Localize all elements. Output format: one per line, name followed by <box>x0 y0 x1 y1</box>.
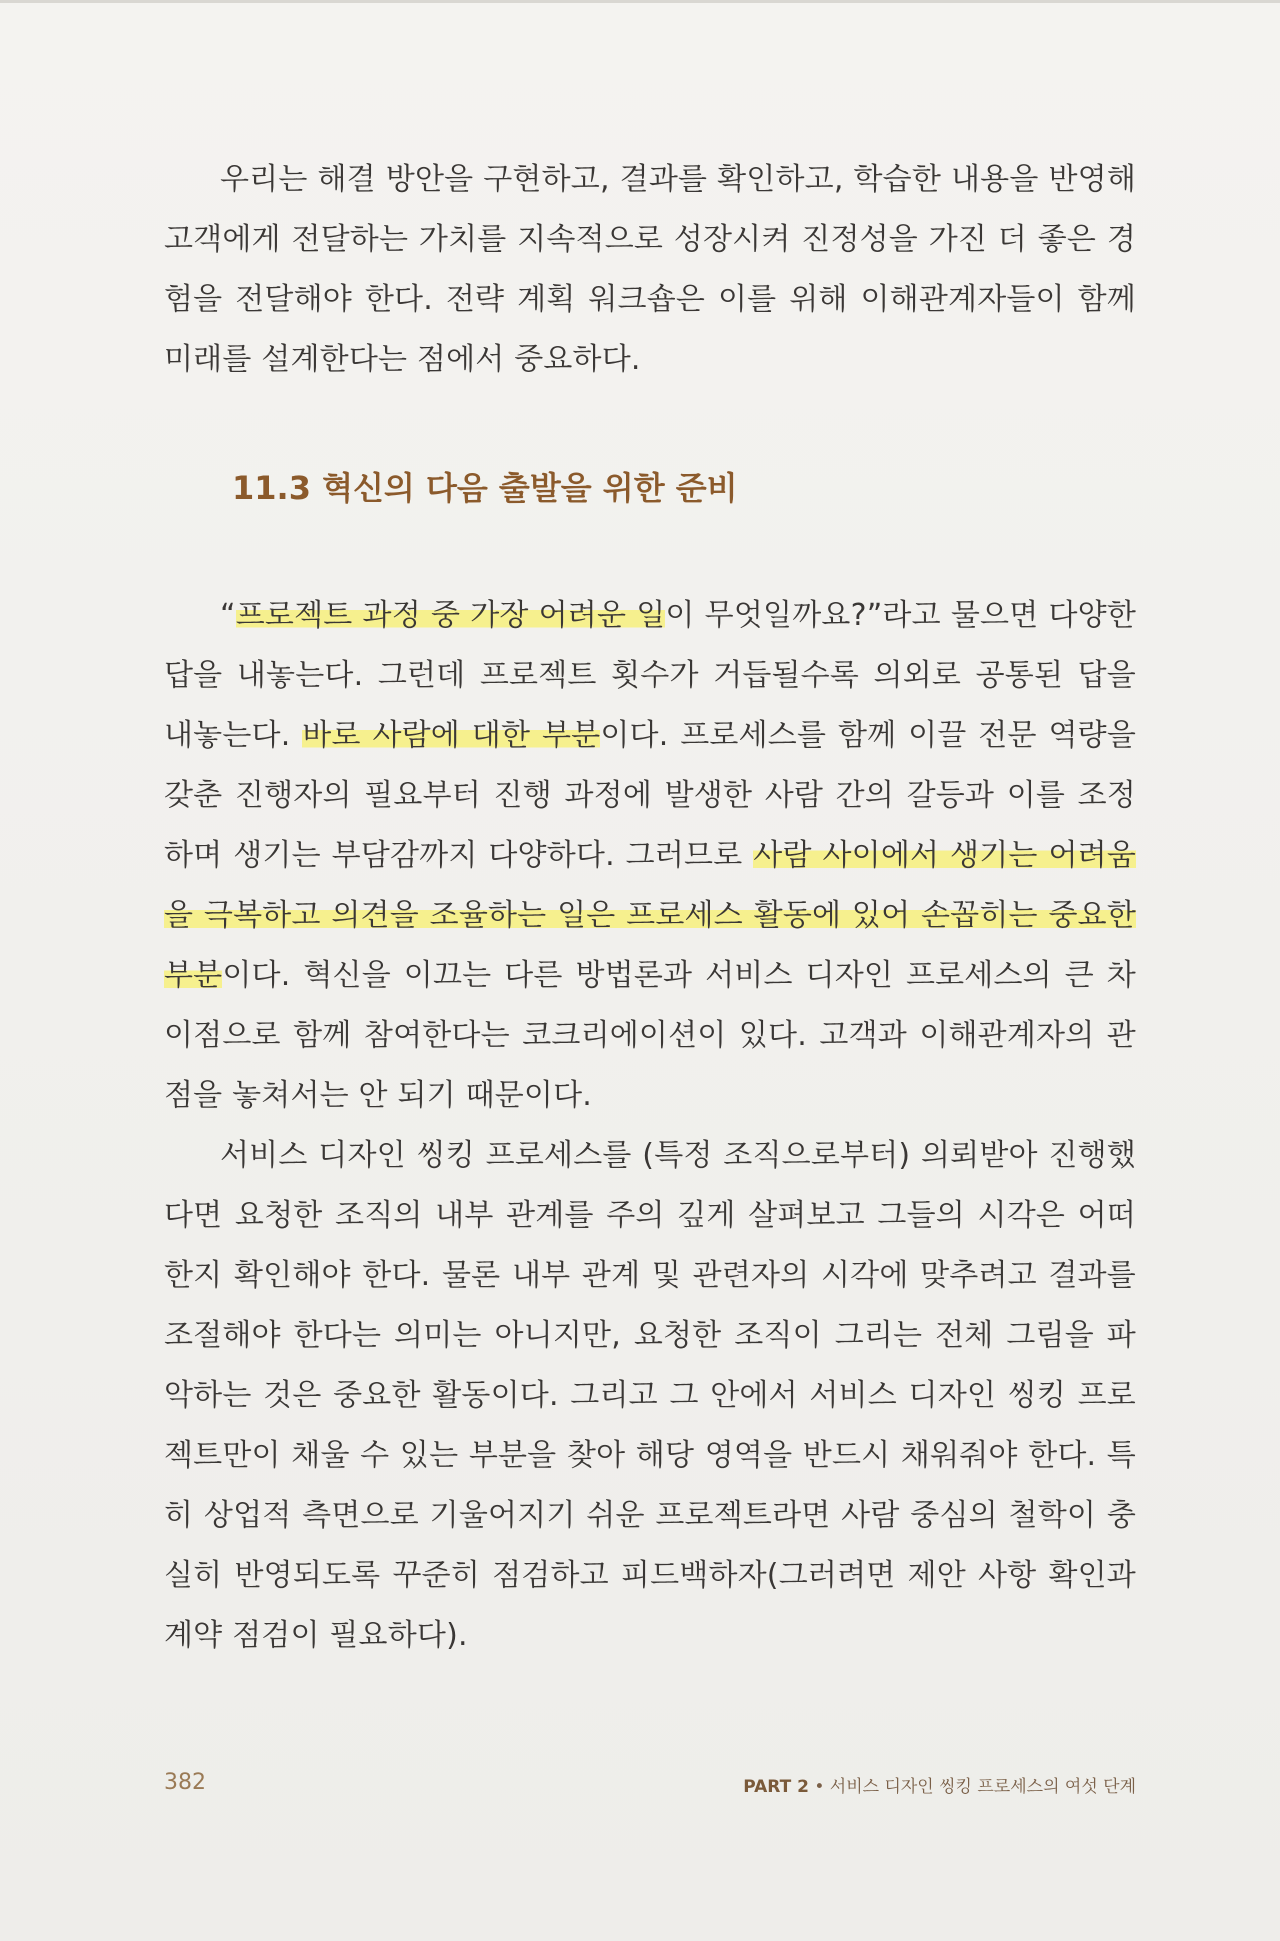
highlight-1: 프로젝트 과정 중 가장 어려운 일 <box>235 598 666 633</box>
paragraph-2-text-1: “ <box>220 598 236 633</box>
page-footer <box>164 1770 1136 1810</box>
paragraph-1: 우리는 해결 방안을 구현하고, 결과를 확인하고, 학습한 내용을 반영해 고객에게 전달하는 가치를 지속적으로 성장시켜 진정성을 가진 더 좋은 경험을 전달해야 한다. 전략 계획 워크숍은 이를 위해 이해관계자들이 함께 미래를 설계한다는 점에서 중요하다. <box>164 162 1136 377</box>
section-heading: 11.3 혁신의 다음 출발을 위한 준비 <box>232 469 738 507</box>
highlight-2: 바로 사람에 대한 부분 <box>302 718 601 753</box>
running-footer <box>743 1772 1136 1797</box>
page-number: 382 <box>164 1770 206 1795</box>
page-body <box>164 150 1136 1666</box>
paragraph-2-text-4: 이다. 혁신을 이끄는 다른 방법론과 서비스 디자인 프로세스의 큰 차이점으로 함께 참여한다는 코크리에이션이 있다. 고객과 이해관계자의 관점을 놓쳐서는 안 되기 때문이다. <box>164 958 1136 1113</box>
footer-part-title: 서비스 디자인 씽킹 프로세스의 여섯 단계 <box>829 1777 1136 1797</box>
paragraph-2-text-2: 이 무엇일까요?”라고 물으면 다양한 답을 내놓는다. 그런데 프로젝트 횟수가 거듭될수록 의외로 공통된 답을 내놓는다. <box>164 598 1136 753</box>
highlight-3: 사람 사이에서 생기는 어려움을 극복하고 의견을 조율하는 일은 프로세스 활동에 있어 손꼽히는 중요한 부분 <box>164 838 1136 993</box>
paragraph-2 <box>164 586 1136 1126</box>
footer-part-label: PART 2 <box>743 1777 809 1797</box>
page-top-edge <box>0 0 1280 3</box>
footer-separator: • <box>808 1777 830 1797</box>
paragraph-3: 서비스 디자인 씽킹 프로세스를 (특정 조직으로부터) 의뢰받아 진행했다면 요청한 조직의 내부 관계를 주의 깊게 살펴보고 그들의 시각은 어떠한지 확인해야 한다. 물론 내부 관계 및 관련자의 시각에 맞추려고 결과를 조절해야 한다는 의미는 아니지만, 요청한 조직이 그리는 전체 그림을 파악하는 것은 중요한 활동이다. 그리고 그 안에서 서비스 디자인 씽킹 프로젝트만이 채울 수 있는 부분을 찾아 해당 영역을 반드시 채워줘야 한다. 특히 상업적 측면으로 기울어지기 쉬운 프로젝트라면 사람 중심의 철학이 충실히 반영되도록 꾸준히 점검하고 피드백하자(그러려면 제안 사항 확인과 계약 점검이 필요하다). <box>164 1138 1136 1653</box>
paragraph-2-text-3: 이다. 프로세스를 함께 이끌 전문 역량을 갖춘 진행자의 필요부터 진행 과정에 발생한 사람 간의 갈등과 이를 조정하며 생기는 부담감까지 다양하다. 그러므로 <box>164 718 1137 873</box>
